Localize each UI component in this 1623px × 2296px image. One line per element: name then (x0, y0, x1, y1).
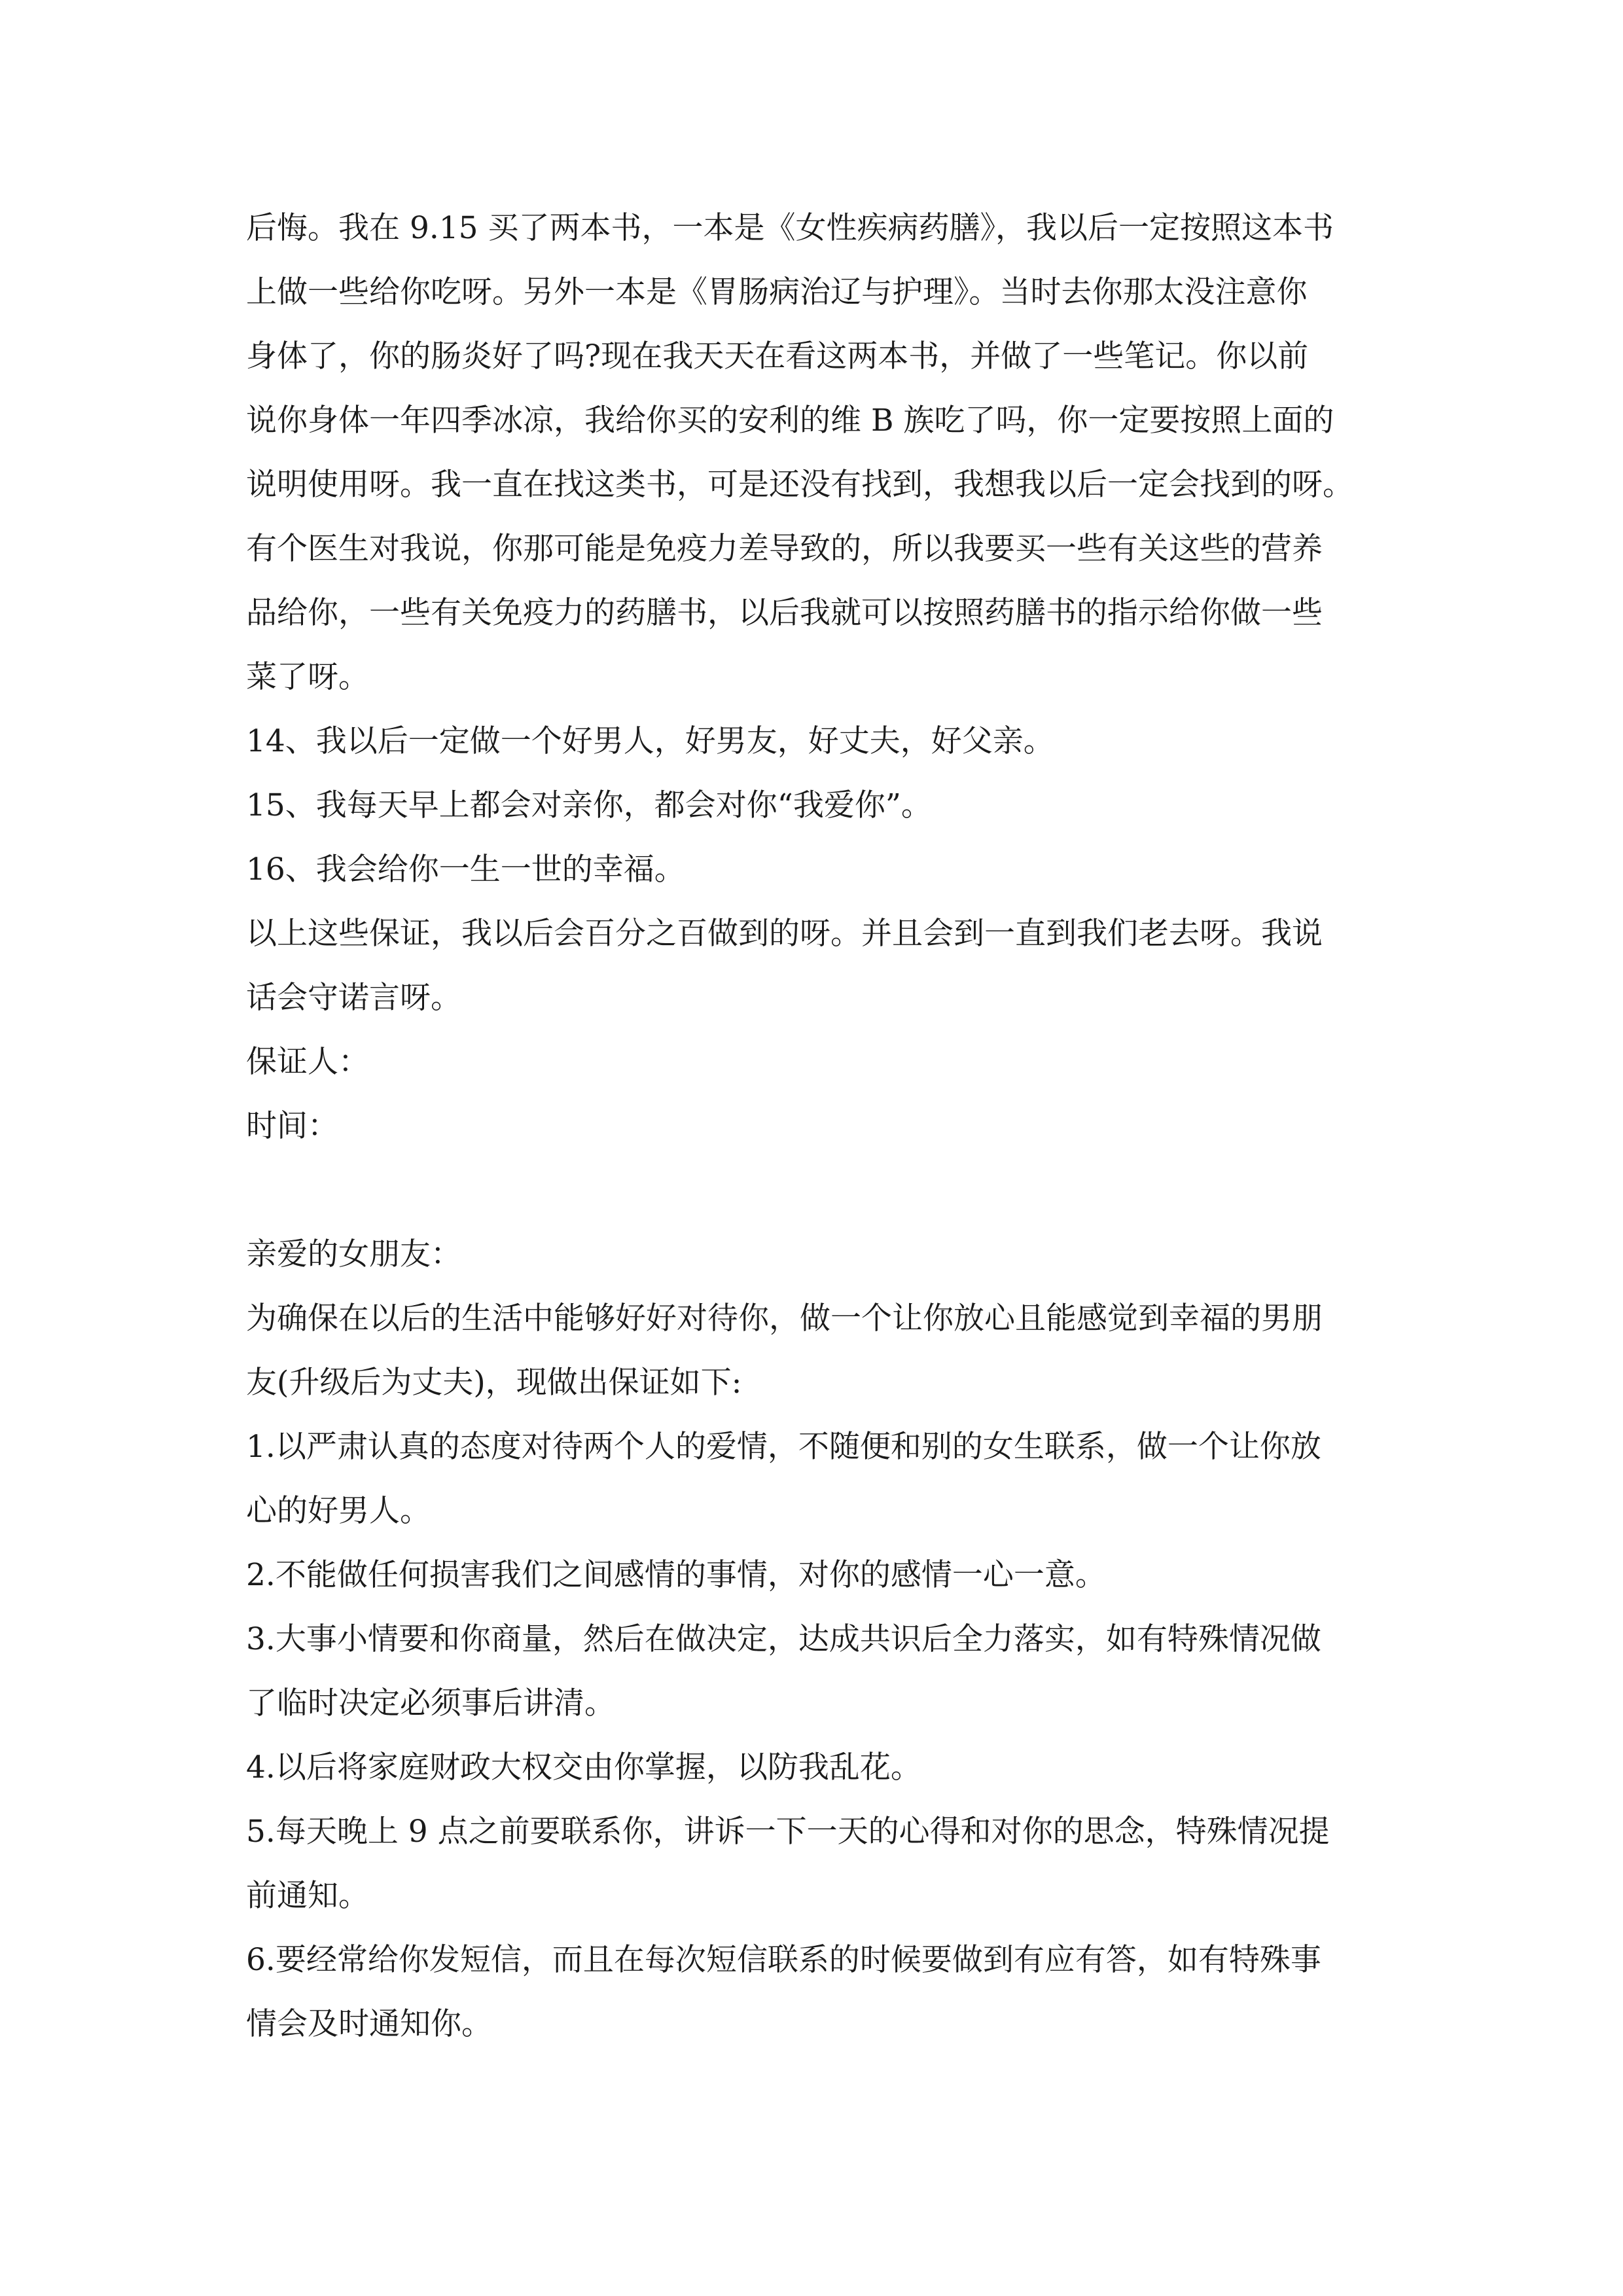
text-line: 情会及时通知你。 (246, 2006, 492, 2042)
promise-item-3: 3.大事小情要和你商量，然后在做决定，达成共识后全力落实，如有特殊情况做 (246, 1621, 1321, 1657)
text-line: 说你身体一年四季冰凉，我给你买的安利的维 B 族吃了吗，你一定要按照上面的 (246, 403, 1334, 439)
text-line: 友(升级后为丈夫)，现做出保证如下: (246, 1365, 742, 1401)
guarantor-label: 保证人： (246, 1044, 369, 1080)
promise-item-15: 15、我每天早上都会对亲你，都会对你“我爱你”。 (246, 787, 932, 823)
text-line: 有个医生对我说，你那可能是免疫力差导致的，所以我要买一些有关这些的营养 (246, 531, 1323, 567)
promise-item-6: 6.要经常给你发短信，而且在每次短信联系的时候要做到有应有答，如有特殊事 (246, 1942, 1321, 1978)
promise-item-4: 4.以后将家庭财政大权交由你掌握，以防我乱花。 (246, 1749, 921, 1785)
text-line: 为确保在以后的生活中能够好好对待你，做一个让你放心且能感觉到幸福的男朋 (246, 1300, 1323, 1336)
document-page (246, 196, 1378, 2056)
promise-item-14: 14、我以后一定做一个好男人，好男友，好丈夫，好父亲。 (246, 723, 1054, 759)
date-label: 时间： (246, 1108, 338, 1144)
text-line: 上做一些给你吃呀。另外一本是《胃肠病治辽与护理》。当时去你那太没注意你 (246, 274, 1308, 310)
text-line: 前通知。 (246, 1878, 369, 1914)
letter-part-1 (246, 196, 1378, 1158)
text-line: 以上这些保证，我以后会百分之百做到的呀。并且会到一直到我们老去呀。我说 (246, 916, 1323, 952)
text-line: 了临时决定必须事后讲清。 (246, 1685, 615, 1721)
text-line: 菜了呀。 (246, 659, 369, 695)
text-line: 心的好男人。 (246, 1493, 431, 1529)
text-line: 品给你，一些有关免疫力的药膳书，以后我就可以按照药膳书的指示给你做一些 (246, 595, 1323, 631)
letter-part-2 (246, 1223, 1378, 2056)
text-line: 话会守诺言呀。 (246, 980, 461, 1016)
section-gap (246, 1158, 1378, 1223)
promise-item-16: 16、我会给你一生一世的幸福。 (246, 852, 685, 888)
text-line: 后悔。我在 9.15 买了两本书，一本是《女性疾病药膳》，我以后一定按照这本书 (246, 210, 1334, 246)
promise-item-1: 1.以严肃认真的态度对待两个人的爱情，不随便和别的女生联系，做一个让你放 (246, 1429, 1321, 1465)
promise-item-2: 2.不能做任何损害我们之间感情的事情，对你的感情一心一意。 (246, 1557, 1106, 1593)
text-line: 说明使用呀。我一直在找这类书，可是还没有找到，我想我以后一定会找到的呀。 (246, 467, 1353, 503)
promise-item-5: 5.每天晚上 9 点之前要联系你，讲诉一下一天的心得和对你的思念，特殊情况提 (246, 1814, 1330, 1850)
text-line: 身体了，你的肠炎好了吗?现在我天天在看这两本书，并做了一些笔记。你以前 (246, 338, 1309, 374)
salutation: 亲爱的女朋友： (246, 1236, 461, 1272)
